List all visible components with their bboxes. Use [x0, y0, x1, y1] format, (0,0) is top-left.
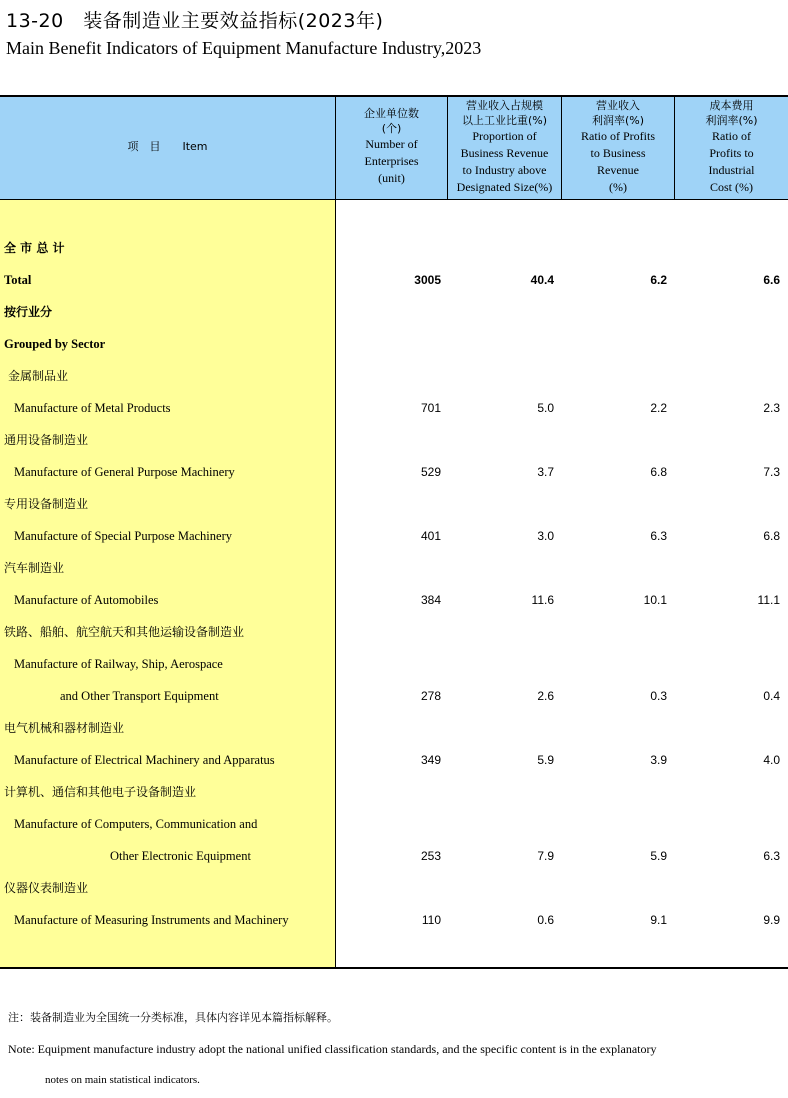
row-label: Manufacture of Computers, Communication and — [14, 817, 258, 831]
row-label: Manufacture of Railway, Ship, Aerospace — [14, 657, 223, 671]
row-label: Manufacture of Metal Products — [14, 401, 171, 415]
header-profit-cost-cn: 成本费用 利润率(%) — [705, 98, 758, 127]
enterprises-value: 278 — [420, 689, 441, 703]
proportion-value: 2.6 — [537, 689, 554, 703]
row-label: Grouped by Sector — [4, 337, 106, 351]
enterprises-value: 349 — [420, 753, 441, 767]
row-label: 铁路、船舶、航空航天和其他运输设备制造业 — [4, 625, 245, 639]
header-profit-revenue — [562, 95, 674, 198]
table-row — [0, 392, 788, 424]
table-row — [0, 488, 788, 520]
header-item-label: 项 目 Item — [127, 140, 208, 153]
table-row — [0, 360, 788, 392]
proportion-value: 11.6 — [531, 593, 554, 607]
proportion-value: 5.0 — [537, 401, 554, 415]
table-bottom-rule — [0, 967, 788, 969]
table-row — [0, 872, 788, 904]
profit-cost-value: 9.9 — [763, 913, 780, 927]
table-row — [0, 744, 788, 776]
header-item — [0, 95, 335, 198]
profit-revenue-value: 6.3 — [650, 529, 667, 543]
enterprises-value: 253 — [420, 849, 441, 863]
row-label: Manufacture of Electrical Machinery and Apparatus — [14, 753, 275, 767]
row-label: Manufacture of Measuring Instruments and Machinery — [14, 913, 289, 927]
table-row — [0, 424, 788, 456]
profit-cost-value: 0.4 — [763, 689, 780, 703]
row-label: 汽车制造业 — [4, 561, 65, 575]
header-enterprises — [336, 95, 447, 198]
profit-revenue-value: 0.3 — [650, 689, 667, 703]
profit-cost-value: 4.0 — [763, 753, 780, 767]
header-enterprises-cn: 企业单位数 (个) — [364, 107, 419, 135]
profit-revenue-value: 5.9 — [650, 849, 667, 863]
profit-cost-value: 7.3 — [763, 465, 780, 479]
profit-cost-value: 6.8 — [763, 529, 780, 543]
table-row — [0, 840, 788, 872]
table-row — [0, 520, 788, 552]
header-enterprises-en: Number of Enterprises (unit) — [364, 137, 419, 185]
header-profit-revenue-cn: 营业收入 利润率(%) — [591, 98, 645, 127]
table-row — [0, 808, 788, 840]
enterprises-value: 401 — [420, 529, 441, 543]
row-label: 全 市 总 计 — [4, 241, 65, 255]
table-row — [0, 616, 788, 648]
table-row — [0, 232, 788, 264]
header-proportion-en: Proportion of Business Revenue to Industry above Designated Size(%) — [456, 128, 553, 194]
row-label: 按行业分 — [4, 305, 53, 319]
proportion-value: 7.9 — [537, 849, 554, 863]
row-label: and Other Transport Equipment — [60, 689, 219, 703]
header-profit-cost-en: Ratio of Profits to Industrial Cost (%) — [708, 128, 755, 194]
data-table — [0, 95, 788, 969]
enterprises-value: 384 — [420, 593, 441, 607]
table-row — [0, 456, 788, 488]
profit-cost-value: 6.3 — [763, 849, 780, 863]
table-row — [0, 776, 788, 808]
row-label: Other Electronic Equipment — [110, 849, 251, 863]
table-row — [0, 328, 788, 360]
page-title-en: Main Benefit Indicators of Equipment Manufacture Industry,2023 — [6, 38, 482, 58]
proportion-value: 40.4 — [530, 273, 554, 287]
proportion-value: 5.9 — [537, 753, 554, 767]
enterprises-value: 701 — [420, 401, 441, 415]
row-label: Manufacture of Special Purpose Machinery — [14, 529, 232, 543]
table-row — [0, 904, 788, 936]
profit-revenue-value: 3.9 — [650, 753, 667, 767]
row-label: Manufacture of Automobiles — [14, 593, 159, 607]
profit-revenue-value: 10.1 — [643, 593, 667, 607]
row-label: 金属制品业 — [8, 369, 69, 383]
note-cn: 注：装备制造业为全国统一分类标准，具体内容详见本篇指标解释。 — [8, 1011, 338, 1024]
row-label: 计算机、通信和其他电子设备制造业 — [4, 785, 197, 799]
header-profit-revenue-en: Ratio of Profits to Business Revenue (%) — [581, 128, 655, 194]
table-row — [0, 648, 788, 680]
header-profit-cost — [675, 95, 788, 198]
profit-revenue-value: 6.2 — [650, 273, 667, 287]
row-label: 专用设备制造业 — [4, 497, 89, 511]
row-label: 电气机械和器材制造业 — [4, 721, 125, 735]
proportion-value: 3.0 — [537, 529, 554, 543]
profit-revenue-value: 6.8 — [650, 465, 667, 479]
table-row — [0, 552, 788, 584]
enterprises-value: 110 — [421, 913, 441, 927]
row-label: 通用设备制造业 — [4, 433, 89, 447]
enterprises-value: 529 — [420, 465, 441, 479]
profit-revenue-value: 9.1 — [650, 913, 667, 927]
enterprises-value: 3005 — [414, 273, 441, 287]
page-title-cn: 13-20 装备制造业主要效益指标(2023年) — [6, 10, 384, 32]
note-en-line2: notes on main statistical indicators. — [45, 1074, 200, 1086]
table-row — [0, 712, 788, 744]
profit-cost-value: 6.6 — [763, 273, 780, 287]
table-row — [0, 584, 788, 616]
profit-cost-value: 11.1 — [757, 593, 780, 607]
row-label: Total — [4, 273, 32, 287]
profit-cost-value: 2.3 — [763, 401, 780, 415]
table-row — [0, 296, 788, 328]
proportion-value: 3.7 — [537, 465, 554, 479]
table-row — [0, 680, 788, 712]
row-label: Manufacture of General Purpose Machinery — [14, 465, 235, 479]
header-proportion — [448, 95, 561, 198]
table-row — [0, 264, 788, 296]
profit-revenue-value: 2.2 — [650, 401, 667, 415]
note-en-line1: Note: Equipment manufacture industry adopt the national unified classification standards, and the specific content is in the explanatory — [8, 1042, 657, 1056]
row-label: 仪器仪表制造业 — [4, 881, 89, 895]
proportion-value: 0.6 — [537, 913, 554, 927]
header-proportion-cn: 营业收入占规模 以上工业比重(%) — [461, 98, 548, 127]
